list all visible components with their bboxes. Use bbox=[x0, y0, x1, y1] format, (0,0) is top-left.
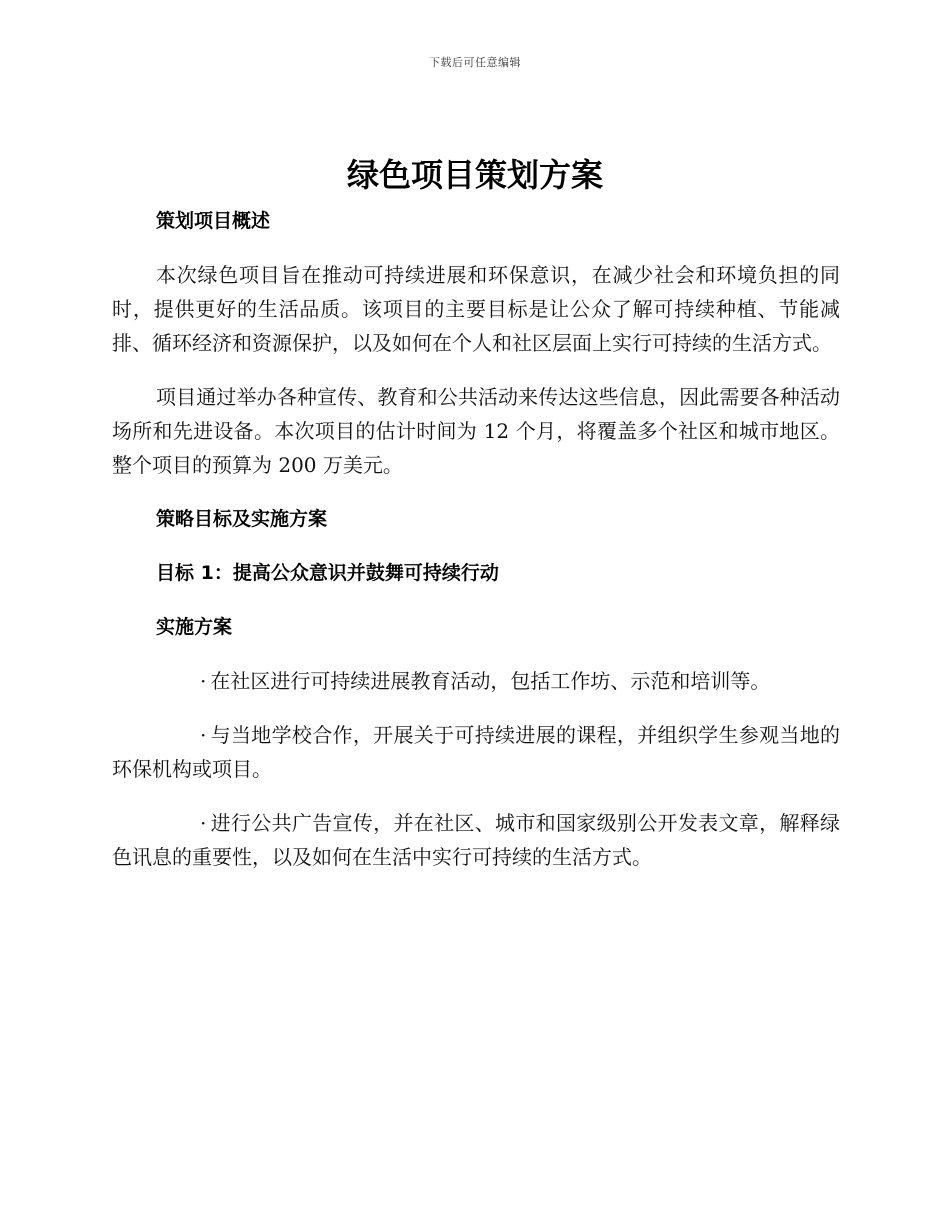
document-body bbox=[112, 204, 840, 894]
overview-paragraph-1: 本次绿色项目旨在推动可持续进展和环保意识，在减少社会和环境负担的同时，提供更好的生活品质。该项目的主要目标是让公众了解可持续种植、节能减排、循环经济和资源保护，以及如何在个人和社区层面上实行可持续的生活方式。 bbox=[112, 263, 840, 355]
bullet-item-1 bbox=[112, 664, 840, 698]
goal-1-heading: 目标 1：提高公众意识并鼓舞可持续行动 bbox=[156, 562, 499, 584]
bullet-text: 在社区进行可持续进展教育活动，包括工作坊、示范和培训等。 bbox=[210, 669, 771, 693]
bullet-dot: · bbox=[200, 723, 207, 747]
bullet-dot: · bbox=[200, 669, 207, 693]
bullet-item-2 bbox=[112, 718, 840, 786]
overview-paragraph-2: 项目通过举办各种宣传、教育和公共活动来传达这些信息，因此需要各种活动场所和先进设备。本次项目的估计时间为 12 个月，将覆盖多个社区和城市地区。整个项目的预算为 200 万美元。 bbox=[112, 385, 840, 477]
strategy-heading: 策略目标及实施方案 bbox=[156, 508, 328, 530]
plan-heading: 实施方案 bbox=[156, 616, 233, 638]
bullet-dot: · bbox=[200, 811, 207, 835]
overview-heading: 策划项目概述 bbox=[156, 210, 271, 232]
document-title: 绿色项目策划方案 bbox=[346, 156, 603, 194]
header-note: 下载后可任意编辑 bbox=[429, 56, 521, 69]
bullet-text: 与当地学校合作，开展关于可持续进展的课程，并组织学生参观当地的环保机构或项目。 bbox=[112, 723, 840, 781]
bullet-item-3 bbox=[112, 806, 840, 874]
bullet-text: 进行公共广告宣传，并在社区、城市和国家级别公开发表文章，解释绿色讯息的重要性，以及如何在生活中实行可持续的生活方式。 bbox=[112, 811, 840, 869]
